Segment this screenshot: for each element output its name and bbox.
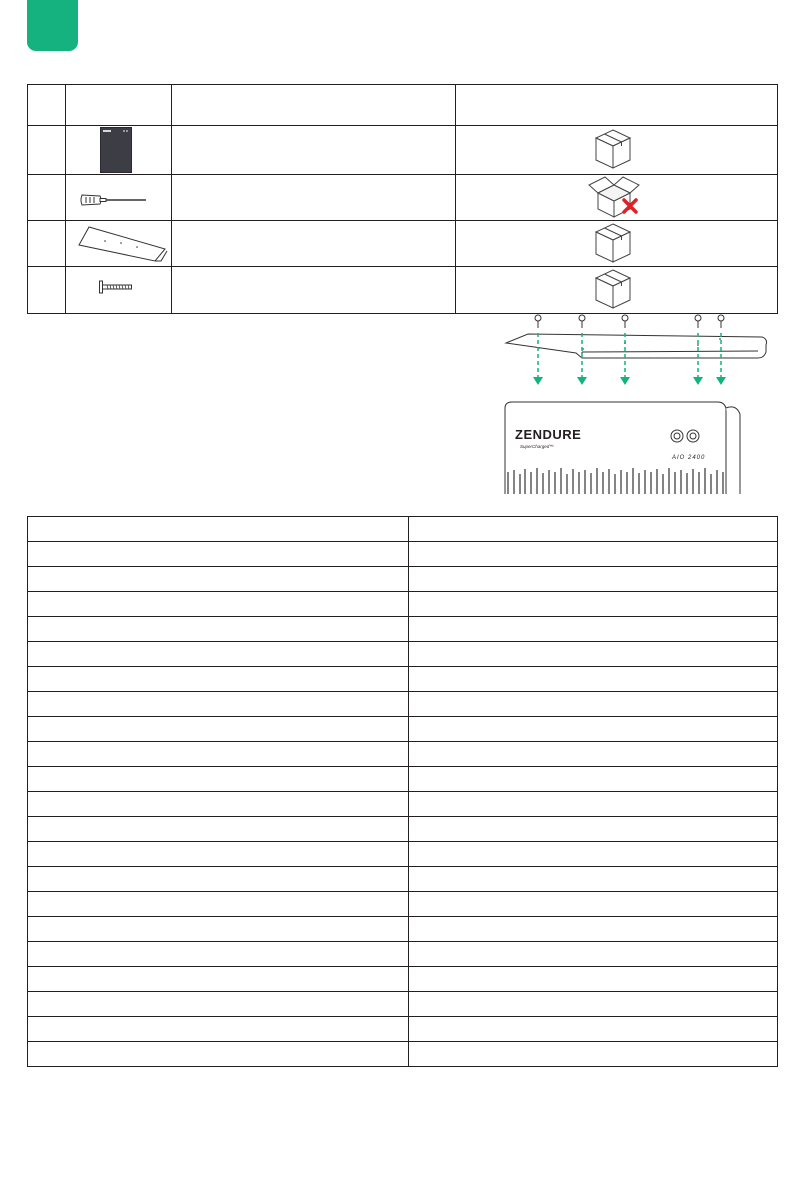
box-closed-icon	[594, 222, 632, 264]
brand-logo-text: ZENDURE	[515, 427, 582, 442]
screw-icon	[99, 280, 133, 294]
bracket-installation-figure	[500, 312, 772, 494]
box-not-included-icon	[586, 175, 642, 219]
box-closed-icon	[594, 268, 632, 310]
device-icon	[100, 127, 132, 173]
brand-tagline-text: SuperCharged™	[520, 444, 554, 449]
model-label: AIO 2400	[672, 455, 706, 461]
screwdriver-icon	[80, 192, 148, 208]
bracket-icon	[77, 225, 167, 263]
section-tab	[27, 0, 78, 51]
box-closed-icon	[594, 128, 632, 170]
